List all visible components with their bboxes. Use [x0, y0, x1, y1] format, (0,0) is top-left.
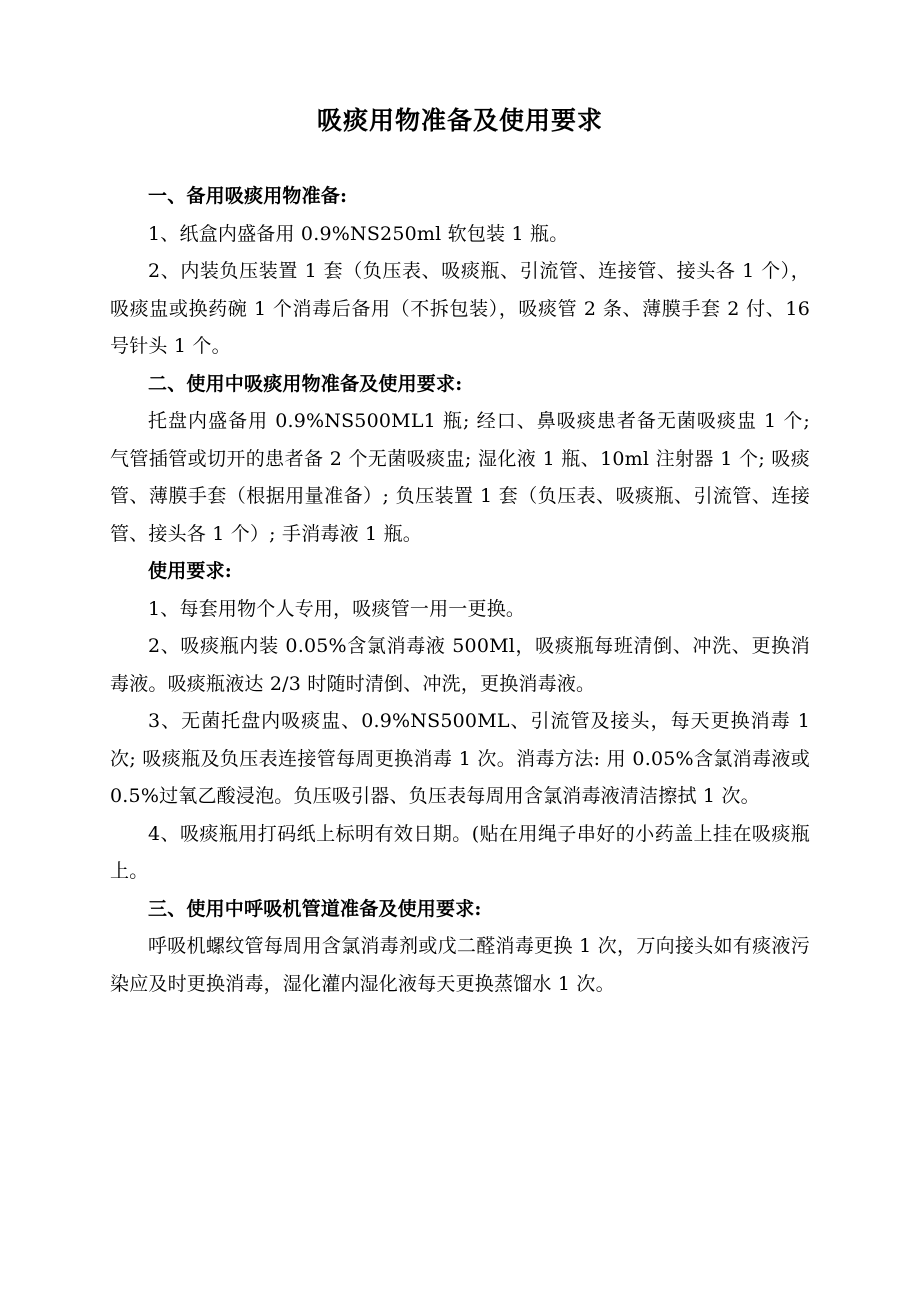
paragraph: 2、吸痰瓶内装 0.05%含氯消毒液 500Ml，吸痰瓶每班清倒、冲洗、更换消毒液。吸痰瓶液达 2/3 时随时清倒、冲洗，更换消毒液。 [110, 635, 810, 695]
section-usage-requirements [110, 553, 810, 891]
section-heading: 三、使用中呼吸机管道准备及使用要求: [148, 897, 482, 920]
section-ventilator-tubing [110, 891, 810, 1004]
section-in-use-supplies [110, 366, 810, 554]
document-title: 吸痰用物准备及使用要求 [316, 106, 603, 135]
section-backup-supplies [110, 178, 810, 366]
section-heading: 使用要求: [148, 560, 233, 582]
section-heading: 二、使用中吸痰用物准备及使用要求: [148, 372, 463, 395]
paragraph: 4、吸痰瓶用打码纸上标明有效日期。(贴在用绳子串好的小药盖上挂在吸痰瓶上。 [110, 822, 810, 882]
paragraph: 3、无菌托盘内吸痰盅、0.9%NS500ML、引流管及接头，每天更换消毒 1 次; 吸痰瓶及负压表连接管每周更换消毒 1 次。消毒方法: 用 0.05%含氯消毒液或 0.5%过氧乙酸浸泡。负压吸引器、负压表每周用含氯消毒液清洁擦拭 1 次。 [110, 710, 810, 807]
paragraph: 1、纸盒内盛备用 0.9%NS250ml 软包装 1 瓶。 [148, 222, 569, 245]
paragraph: 呼吸机螺纹管每周用含氯消毒剂或戊二醛消毒更换 1 次，万向接头如有痰液污染应及时更换消毒，湿化灌内湿化液每天更换蒸馏水 1 次。 [110, 935, 810, 995]
document-page [110, 92, 810, 1003]
paragraph: 2、内装负压装置 1 套（负压表、吸痰瓶、引流管、连接管、接头各 1 个），吸痰盅或换药碗 1 个消毒后备用（不拆包装），吸痰管 2 条、薄膜手套 2 付、16 号针头 1 个。 [110, 260, 810, 357]
paragraph: 1、每套用物个人专用，吸痰管一用一更换。 [148, 597, 526, 620]
section-heading: 一、备用吸痰用物准备: [148, 185, 348, 207]
paragraph: 托盘内盛备用 0.9%NS500ML1 瓶; 经口、鼻吸痰患者备无菌吸痰盅 1 个; 气管插管或切开的患者备 2 个无菌吸痰盅; 湿化液 1 瓶、10ml 注射器 1 个; 吸痰管、薄膜手套（根据用量准备）; 负压装置 1 套（负压表、吸痰瓶、引流管、连接管、接头各 1 个）; 手消毒液 1 瓶。 [110, 410, 810, 545]
